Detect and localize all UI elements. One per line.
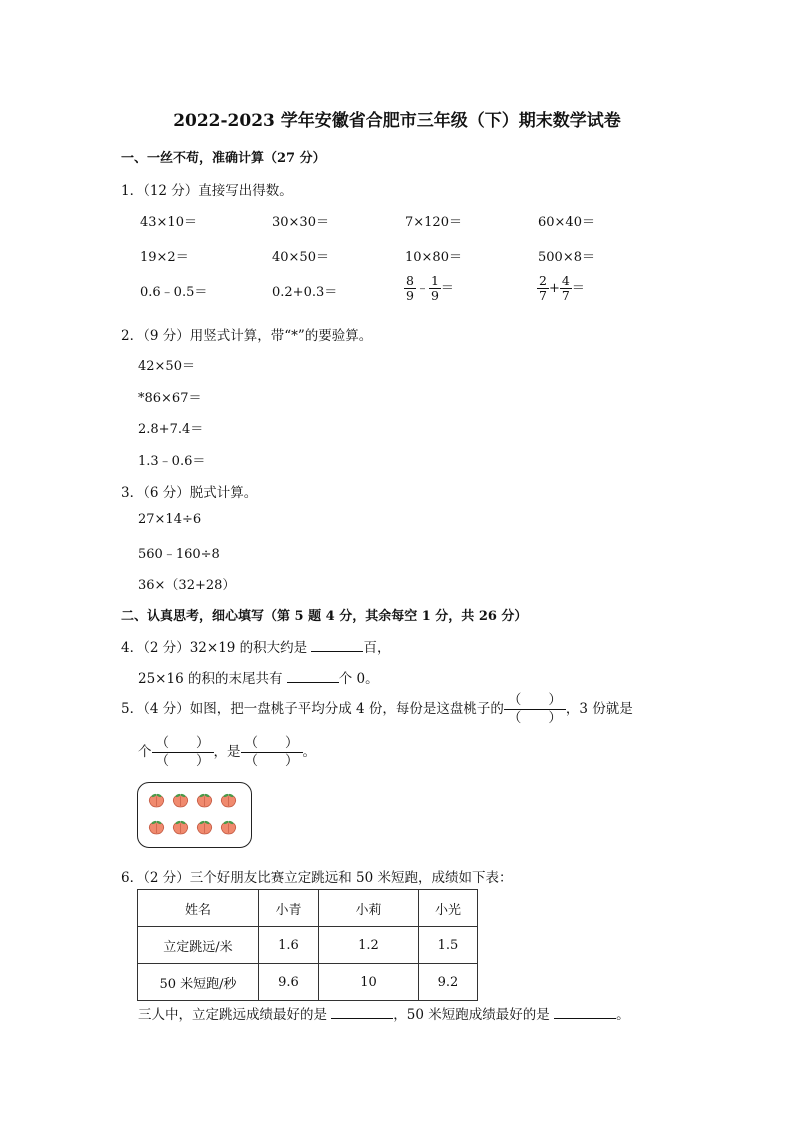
table-cell: 立定跳远/米: [138, 927, 259, 964]
peach-icon: [196, 820, 212, 834]
page-title: 2022-2023 学年安徽省合肥市三年级（下）期末数学试卷: [173, 111, 621, 131]
answer-blank: [311, 639, 363, 652]
table-header-cell: 小莉: [319, 890, 419, 927]
q2-item: 42×50＝: [138, 359, 195, 374]
table-header-row: [138, 890, 478, 927]
table-cell: 1.5: [419, 927, 478, 964]
peach-plate: [137, 782, 252, 848]
q4-line2: 25×16 的积的末尾共有 个 0。: [138, 671, 379, 687]
table-cell: 9.6: [259, 964, 319, 1001]
q1-fraction-expression-a: $\frac{8}{9}$ ﹣ $\frac{1}{9}$ ＝: [406, 273, 454, 303]
blank-fraction: （ ） （ ）: [241, 735, 303, 770]
q1-item: 60×40＝: [538, 215, 595, 230]
answer-blank: [287, 670, 339, 683]
peach-icon: [148, 793, 164, 807]
table-header-cell: 姓名: [138, 890, 259, 927]
q1-item: 19×2＝: [140, 250, 189, 265]
q3-item: 27×14÷6: [138, 512, 202, 527]
q1-item: 43×10＝: [140, 215, 197, 230]
fraction: $\frac{1}{9}$: [430, 273, 439, 303]
table-cell: 50 米短跑/秒: [138, 964, 259, 1001]
fraction: $\frac{4}{7}$: [561, 273, 570, 303]
q3-item: 560﹣160÷8: [138, 547, 220, 562]
peach-icon: [148, 820, 164, 834]
q6-label: 6．（2 分）三个好朋友比赛立定跳远和 50 米短跑，成绩如下表：: [121, 870, 513, 886]
q1-item: 40×50＝: [272, 250, 329, 265]
peach-icon: [220, 820, 236, 834]
q3-label: 3．（6 分）脱式计算。: [121, 485, 258, 501]
table-cell: 1.2: [319, 927, 419, 964]
q1-item: 7×120＝: [405, 215, 462, 230]
table-header-cell: 小青: [259, 890, 319, 927]
q5-line1: 5．（4 分）如图，把一盘桃子平均分成 4 份，每份是这盘桃子的 （ ） （ ） ，3 份就是: [121, 692, 633, 726]
q1-item: 500×8＝: [538, 250, 595, 265]
q2-label: 2．（9 分）用竖式计算，带“*”的要验算。: [121, 328, 373, 344]
q3-item: 36×（32+28）: [138, 578, 236, 593]
blank-fraction: （ ） （ ）: [504, 692, 566, 727]
q1-fraction-expression-b: $\frac{2}{7}$ + $\frac{4}{7}$ ＝: [539, 273, 585, 303]
peach-icon: [172, 820, 188, 834]
q5-line2: 个 （ ） （ ） ，是 （ ） （ ） 。: [138, 735, 316, 769]
peach-icon: [172, 793, 188, 807]
table-cell: 9.2: [419, 964, 478, 1001]
q2-item: 2.8+7.4＝: [138, 422, 204, 437]
answer-blank: [554, 1006, 616, 1019]
q4-line1: 4．（2 分）32×19 的积大约是 百，: [121, 640, 391, 656]
fraction: $\frac{2}{7}$: [539, 273, 547, 303]
q1-item: 10×80＝: [405, 250, 462, 265]
score-table: [137, 889, 478, 1001]
answer-blank: [331, 1006, 393, 1019]
peach-icon: [196, 793, 212, 807]
q1-item: 0.6﹣0.5＝: [140, 285, 208, 300]
table-row: [138, 927, 478, 964]
q1-item: 30×30＝: [272, 215, 329, 230]
q2-item: *86×67＝: [138, 391, 202, 406]
table-cell: 10: [319, 964, 419, 1001]
q1-item: 0.2+0.3＝: [272, 285, 338, 300]
q1-label: 1．（12 分）直接写出得数。: [121, 183, 293, 199]
q6-answer-line: 三人中，立定跳远成绩最好的是 ，50 米短跑成绩最好的是 。: [138, 1007, 630, 1023]
table-header-cell: 小光: [419, 890, 478, 927]
table-row: [138, 964, 478, 1001]
section2-heading: 二、认真思考，细心填写（第 5 题 4 分，其余每空 1 分，共 26 分）: [121, 609, 528, 624]
peach-icon: [220, 793, 236, 807]
q2-item: 1.3﹣0.6＝: [138, 454, 206, 469]
blank-fraction: （ ） （ ）: [152, 735, 214, 770]
fraction: $\frac{8}{9}$: [406, 273, 414, 303]
section1-heading: 一、一丝不苟，准确计算（27 分）: [121, 151, 326, 166]
table-cell: 1.6: [259, 927, 319, 964]
